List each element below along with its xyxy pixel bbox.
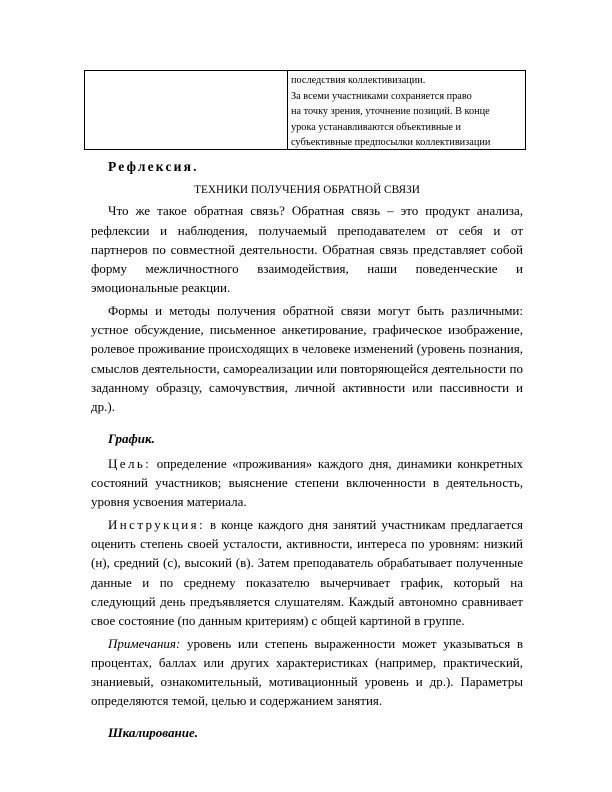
graph-instruction [91, 515, 523, 631]
table-cell-left [85, 71, 288, 149]
graph-heading: График. [108, 430, 155, 446]
notes-label: Примечания: [108, 635, 181, 651]
graph-goal [91, 454, 523, 512]
table-line: субъективные предпосылки коллективизации [291, 137, 491, 149]
notes-text: уровень или степень выраженности может указываться в процентах, баллах или других характеристиках (например, практический, знаниевый, ознакомительный, мотивационный уровень и др.). Параметры определяются темой, целью и содержанием занятия. [91, 635, 523, 709]
graph-notes [91, 634, 523, 711]
paragraph-feedback-methods: Формы и методы получения обратной связи могут быть различными: устное обсуждение, письменное анкетирование, графическое изображение, ролевое проживание происходящих в человеке изменений (уровень познания, смыслов деятельности, самореализации или повторяющейся деятельности по заданному образцу, самочувствия, личной активности или пассивности и др.). [91, 302, 523, 415]
table-line: последствия коллективизации. [291, 75, 426, 86]
reflection-heading: Рефлексия. [108, 159, 199, 174]
goal-text: определение «проживания» каждого дня, динамики конкретных состояний участников; выяснение степени включенности в деятельность, уровня усвоения материала. [91, 455, 523, 510]
document-body [91, 156, 523, 748]
instruction-label: Инструкция: [108, 516, 206, 532]
table-line: За всеми участниками сохраняется право [291, 90, 472, 102]
table-line: на точку зрения, уточнение позиций. В конце [291, 106, 490, 118]
table-line: урока устанавливаются объективные и [291, 121, 462, 133]
table-fragment [84, 70, 526, 150]
goal-label: Цель: [108, 455, 152, 471]
instruction-text: в конце каждого дня занятий участникам предлагается оценить степень своей усталости, активности, интереса по уровням: низкий (н), средний (с), высокий (в). Затем преподаватель обрабатывает полученные данные и по среднему показателю вычерчивает график, который на следующий день предъявляется слушателям. Каждый автономно сравнивает свое состояние (по данным критериям) с общей картиной в группе. [91, 516, 524, 629]
table-cell-right [288, 71, 525, 149]
section-title: ТЕХНИКИ ПОЛУЧЕНИЯ ОБРАТНОЙ СВЯЗИ [194, 184, 420, 197]
paragraph-feedback-definition: Что же такое обратная связь? Обратная связь – это продукт анализа, рефлексии и наблюдения, получаемый преподавателем от себя и от партнеров по совместной деятельности. Обратная связь представляет собой форму межличностного взаимодействия, наши поведенческие и эмоциональные реакции. [91, 203, 523, 296]
scaling-heading: Шкалирование. [108, 724, 198, 740]
